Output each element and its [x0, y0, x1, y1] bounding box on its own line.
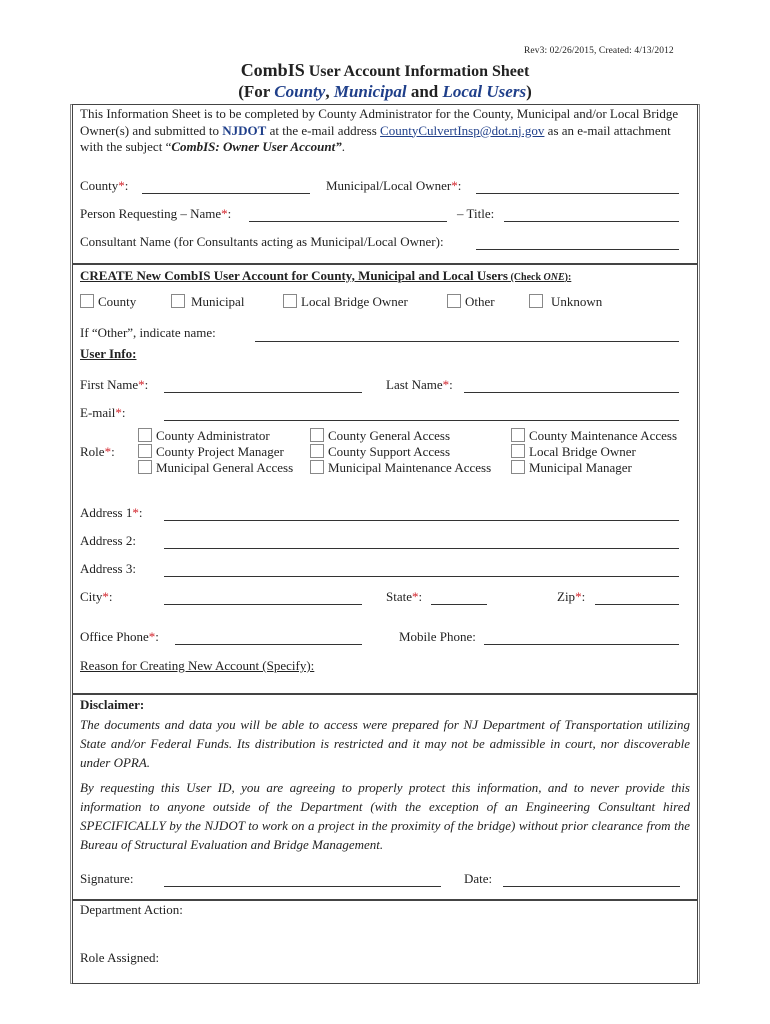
zip-label: [557, 589, 585, 605]
person-name-field[interactable]: [249, 221, 447, 222]
person-title-field[interactable]: [504, 221, 679, 222]
city-label-text: City: [80, 589, 103, 604]
county-field[interactable]: [142, 193, 310, 194]
person-name-label: [80, 206, 231, 222]
signature-field[interactable]: [164, 886, 441, 887]
type-unknown-checkbox[interactable]: [529, 294, 543, 308]
type-municipal-checkbox[interactable]: [171, 294, 185, 308]
title-main: CombIS: [240, 60, 305, 80]
colon: :: [457, 178, 462, 193]
role-municipal-maintenance-access-label: Municipal Maintenance Access: [328, 460, 492, 475]
colon: :: [227, 206, 232, 221]
colon: :: [155, 629, 159, 644]
office-phone-field[interactable]: [175, 644, 362, 645]
required-mark: *: [221, 206, 228, 221]
first-name-field[interactable]: [164, 392, 362, 393]
address2-label: Address 2:: [80, 533, 136, 548]
role-county-general-access-label: County General Access: [328, 428, 451, 443]
role-municipal-general-access-label: Municipal General Access: [156, 460, 294, 475]
email-link[interactable]: CountyCulvertInsp@dot.nj.gov: [380, 122, 545, 138]
required-mark: *: [575, 589, 582, 604]
subtitle-comma: ,: [325, 82, 334, 101]
role-county-maintenance-access-checkbox[interactable]: [511, 428, 525, 442]
person-name-label-text: Person Requesting – Name: [80, 206, 222, 221]
state-label: [386, 589, 422, 605]
county-label: [80, 178, 128, 194]
municipal-owner-label-text: Municipal/Local Owner: [326, 178, 452, 193]
role-municipal-general-access-checkbox[interactable]: [138, 460, 152, 474]
reason-label: Reason for Creating New Account (Specify):: [80, 658, 315, 673]
role-county-project-manager-checkbox[interactable]: [138, 444, 152, 458]
address3-label: Address 3:: [80, 561, 136, 576]
check-hint-close: ):: [564, 272, 572, 283]
role-county-administrator-label: County Administrator: [156, 428, 270, 443]
required-mark: *: [102, 589, 109, 604]
mobile-phone-field[interactable]: [484, 644, 679, 645]
colon: :: [108, 589, 113, 604]
date-label: Date:: [464, 871, 493, 886]
required-mark: *: [148, 629, 156, 644]
required-mark: *: [451, 178, 458, 193]
subtitle-close: ): [526, 82, 532, 101]
required-mark: *: [138, 377, 145, 392]
date-field[interactable]: [503, 886, 680, 887]
disclaimer-heading: Disclaimer:: [80, 697, 145, 712]
colon: :: [581, 589, 586, 604]
colon: :: [121, 405, 126, 420]
consultant-label: Consultant Name (for Consultants acting as Municipal/Local Owner):: [80, 234, 444, 249]
colon: :: [111, 444, 115, 459]
signature-label: Signature:: [80, 871, 134, 886]
subtitle-county: County: [274, 82, 326, 101]
role-local-bridge-owner-checkbox[interactable]: [511, 444, 525, 458]
title-rest: User Account Information Sheet: [304, 63, 530, 80]
role-county-project-manager-label: County Project Manager: [156, 444, 284, 459]
email-label-text: E-mail: [80, 405, 116, 420]
intro-part2: at the e-mail address: [266, 122, 381, 138]
page-title: [0, 60, 770, 81]
intro-text: [80, 106, 692, 156]
role-municipal-manager-label: Municipal Manager: [529, 460, 632, 475]
subtitle-municipal: Municipal: [333, 82, 407, 101]
office-phone-label-text: Office Phone: [80, 629, 149, 644]
page-subtitle: [0, 82, 770, 102]
type-other-checkbox[interactable]: [447, 294, 461, 308]
role-local-bridge-owner-label: Local Bridge Owner: [529, 444, 636, 459]
office-phone-label: [80, 629, 159, 645]
intro-subject: CombIS: Owner User Account”: [171, 139, 342, 154]
address1-label: [80, 505, 142, 521]
required-mark: *: [115, 405, 122, 420]
revision-note: Rev3: 02/26/2015, Created: 4/13/2012: [524, 46, 674, 56]
city-label: [80, 589, 113, 605]
county-label-text: County: [80, 178, 119, 193]
required-mark: *: [442, 377, 450, 392]
colon: :: [418, 589, 423, 604]
address3-field[interactable]: [164, 576, 679, 577]
municipal-owner-field[interactable]: [476, 193, 679, 194]
required-mark: *: [412, 589, 419, 604]
email-label: [80, 405, 126, 421]
type-municipal-label: Municipal: [191, 294, 245, 309]
other-name-field[interactable]: [255, 341, 679, 342]
email-field[interactable]: [164, 420, 679, 421]
first-name-label-text: First Name: [80, 377, 139, 392]
required-mark: *: [132, 505, 139, 520]
state-field[interactable]: [431, 604, 487, 605]
colon: :: [138, 505, 143, 520]
city-field[interactable]: [164, 604, 362, 605]
role-municipal-maintenance-access-checkbox[interactable]: [310, 460, 324, 474]
colon: :: [449, 377, 453, 392]
address2-field[interactable]: [164, 548, 679, 549]
required-mark: *: [118, 178, 125, 193]
address1-label-text: Address 1: [80, 505, 133, 520]
intro-part4: .: [341, 139, 345, 154]
zip-field[interactable]: [595, 604, 679, 605]
role-municipal-manager-checkbox[interactable]: [511, 460, 525, 474]
type-local-bridge-owner-checkbox[interactable]: [283, 294, 297, 308]
municipal-owner-label: [326, 178, 461, 194]
last-name-field[interactable]: [464, 392, 679, 393]
intro-njdot: NJDOT: [222, 122, 267, 138]
check-hint-one: ONE: [543, 272, 565, 283]
role-assigned-label: Role Assigned:: [80, 950, 160, 965]
zip-label-text: Zip: [557, 589, 576, 604]
colon: :: [144, 377, 149, 392]
disclaimer-paragraph-1: The documents and data you will be able to access were prepared for NJ Department of Transportation utilizing State and/or Federal Funds. Its distribution is restricted and it may not be admissible in court, nor discoverable under OPRA.: [80, 717, 690, 770]
role-county-maintenance-access-label: County Maintenance Access: [529, 428, 678, 443]
consultant-field[interactable]: [476, 249, 679, 250]
check-hint-open: (Check: [507, 272, 544, 283]
role-county-general-access-checkbox[interactable]: [310, 428, 324, 442]
other-name-label: If “Other”, indicate name:: [80, 325, 216, 340]
disclaimer-paragraph-2: By requesting this User ID, you are agreeing to properly protect this information, and to never provide this information to anyone outside of the Department (with the exception of an Engineering Consultant hired SPECIFICALLY by the NJDOT to work on a project in the proximity of the bridge) without prior clearance from the Bureau of Structural Evaluation and Bridge Management.: [80, 780, 690, 852]
user-info-heading: User Info:: [80, 346, 137, 361]
subtitle-and: and: [406, 82, 443, 101]
subtitle-open: (For: [238, 82, 275, 101]
person-title-label: – Title:: [457, 206, 495, 221]
type-other-label: Other: [465, 294, 495, 309]
type-county-label: County: [98, 294, 137, 309]
subtitle-local: Local Users: [442, 82, 527, 101]
required-mark: *: [104, 444, 112, 459]
department-action-label: Department Action:: [80, 902, 183, 917]
type-local-bridge-owner-label: Local Bridge Owner: [301, 294, 408, 309]
role-label-text: Role: [80, 444, 105, 459]
role-label: [80, 444, 115, 460]
role-county-support-access-label: County Support Access: [328, 444, 451, 459]
address1-field[interactable]: [164, 520, 679, 521]
create-heading-text: CREATE New CombIS User Account for County, Municipal and Local Users: [80, 268, 508, 283]
create-heading: [80, 268, 571, 284]
first-name-label: [80, 377, 148, 393]
mobile-phone-label: Mobile Phone:: [399, 629, 476, 644]
colon: :: [124, 178, 129, 193]
last-name-label: [386, 377, 453, 393]
state-label-text: State: [386, 589, 412, 604]
role-county-support-access-checkbox[interactable]: [310, 444, 324, 458]
role-county-administrator-checkbox[interactable]: [138, 428, 152, 442]
last-name-label-text: Last Name: [386, 377, 443, 392]
type-unknown-label: Unknown: [551, 294, 603, 309]
intro-part3: as an e-mail attachment with the subject “: [80, 122, 671, 154]
type-county-checkbox[interactable]: [80, 294, 94, 308]
intro-part1: This Information Sheet is to be completed by County Administrator for the County, Municipal and/or Local Bridge Owner(s) and submitted to: [80, 106, 679, 138]
